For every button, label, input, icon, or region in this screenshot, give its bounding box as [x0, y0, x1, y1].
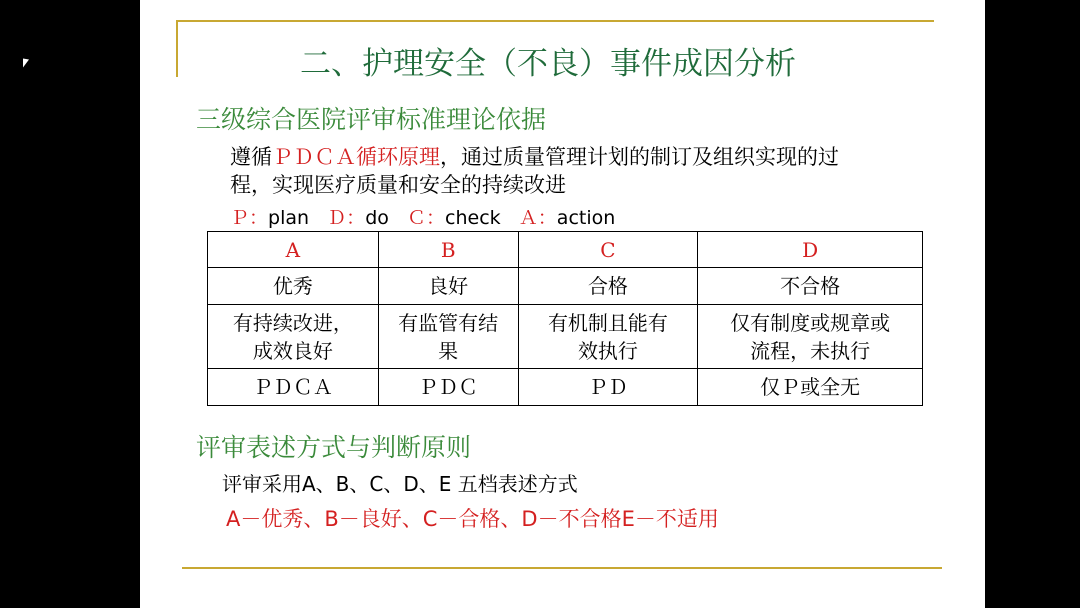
pdca-highlight: ＰＤＣＡ循环原理 — [272, 145, 440, 169]
table-row — [208, 369, 923, 406]
header-cell: A — [208, 232, 379, 268]
table-cell: 有持续改进， 成效良好 — [208, 305, 379, 369]
pdca-key: Ｄ： — [327, 207, 366, 229]
header-cell: C — [518, 232, 698, 268]
table-header-row — [208, 232, 923, 268]
pdca-key: Ａ： — [518, 207, 557, 229]
table-cell: ＰＤＣ — [378, 369, 518, 406]
grading-levels: A－优秀、B－良好、C－合格、D－不合格E－不适用 — [226, 507, 719, 531]
pdca-value: plan — [268, 207, 310, 229]
pdca-key: Ｃ： — [407, 207, 446, 229]
section-heading-principles: 评审表述方式与判断原则 — [196, 433, 472, 462]
table-cell: 良好 — [378, 268, 518, 305]
table-cell: 不合格 — [698, 268, 923, 305]
slide — [140, 0, 985, 608]
pdca-value: do — [365, 207, 389, 229]
slide-title: 二、护理安全（不良）事件成因分析 — [300, 46, 796, 82]
pdca-value: action — [556, 207, 616, 229]
table-cell: 优秀 — [208, 268, 379, 305]
table-cell: ＰＤＣＡ — [208, 369, 379, 406]
table-cell: ＰＤ — [518, 369, 698, 406]
grading-description: 评审采用A、B、C、D、E 五档表述方式 — [222, 472, 578, 496]
pdca-legend — [230, 203, 615, 230]
pdca-key: Ｐ： — [230, 207, 269, 229]
section-heading-basis: 三级综合医院评审标准理论依据 — [196, 105, 547, 134]
pdca-value: check — [445, 207, 501, 229]
paragraph-line1 — [230, 141, 839, 171]
top-rule — [176, 20, 934, 22]
mouse-cursor-icon — [23, 58, 29, 68]
text: ，通过质量管理计划的制订及组织实现的过 — [440, 145, 839, 169]
table-row — [208, 305, 923, 369]
text: 遵循 — [230, 145, 272, 169]
header-cell: D — [698, 232, 923, 268]
side-rule — [176, 20, 178, 77]
table-cell: 仅Ｐ或全无 — [698, 369, 923, 406]
table-row — [208, 268, 923, 305]
table-cell: 有机制且能有 效执行 — [518, 305, 698, 369]
header-cell: B — [378, 232, 518, 268]
grading-table — [207, 231, 923, 406]
table-cell: 仅有制度或规章或 流程，未执行 — [698, 305, 923, 369]
paragraph-line2: 程，实现医疗质量和安全的持续改进 — [230, 173, 566, 197]
bottom-rule — [182, 567, 942, 569]
table-cell: 有监管有结 果 — [378, 305, 518, 369]
table-cell: 合格 — [518, 268, 698, 305]
